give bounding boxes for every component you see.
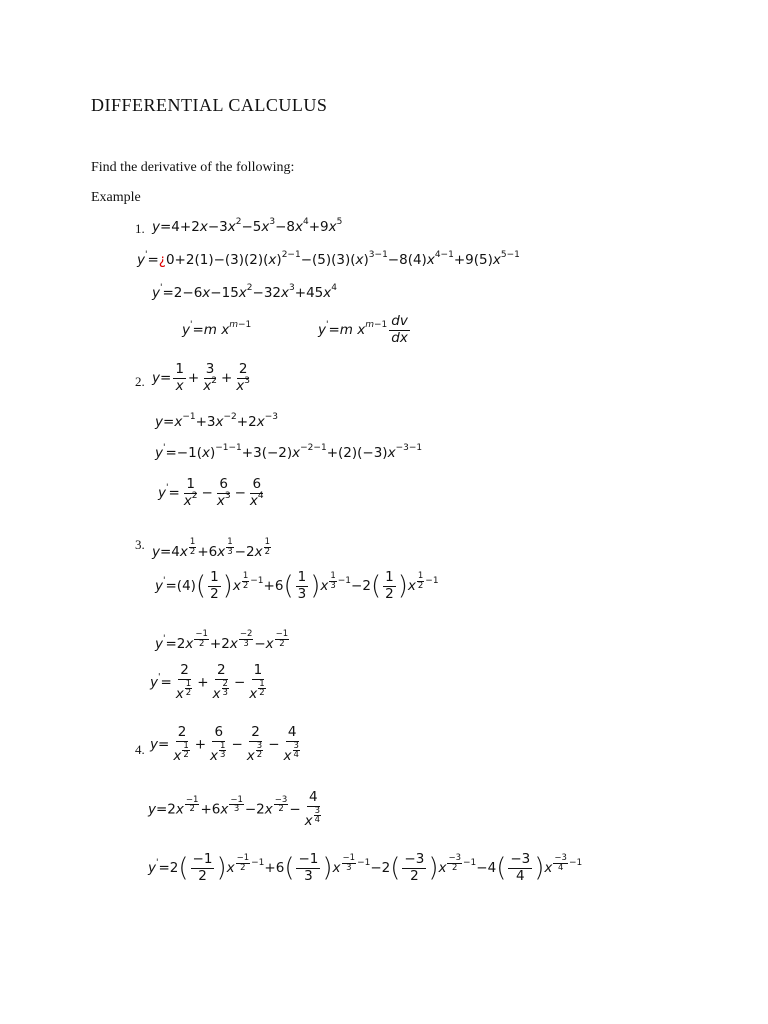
equation-1-given: $y=4+2x-3x^2-5x^3-8x^4+9x^5$ — [152, 217, 343, 235]
instruction-text: Find the derivative of the following: — [91, 160, 295, 175]
equation-1-step: $y'=¿0+2(1)-(3)(2)(x)^{2-1}-(5)(3)(x)^{3-1}-8(4)x^{4-1}+9(5)x^{5-1}$ — [137, 250, 520, 268]
equation-4-result: y'=2( $\frac{-1}{2}$ )x $\frac{-1}{2}$ $^{-1}$+6( $\frac{-1}{3}$ )x $\frac{-1}{3}$ $^{-1}$−2( $\frac{-3}{2}$ )x $\frac{-3}{2}$ $^{-1}$−4( $\frac{-3}{4}$ )x $\frac{-3}{4}$ $^{-1}$ — [148, 851, 583, 884]
equation-4-step-1: y=2x $\frac{-1}{2}$ +6x $\frac{-1}{3}$ −2x $\frac{-3}{2}$ − 4 x $\frac{3}{4}$ — [148, 789, 321, 829]
equation-3-step-1: y'=(4)( $\frac{1}{2}$ )x $\frac{1}{2}$ $^{-1}$+6( $\frac{1}{3}$ )x $\frac{1}{3}$ $^{-1}$−2( $\frac{1}{2}$ )x $\frac{1}{2}$ $^{-1}$ — [155, 569, 439, 602]
chain-rule: y'=m $x^{m-1}$ $\frac{dv}{dx}$ — [318, 313, 408, 346]
item-number-4: 4. — [135, 742, 145, 757]
red-question-mark: ¿ — [158, 252, 166, 268]
item-number-2: 2. — [135, 374, 145, 389]
example-label: Example — [91, 190, 141, 205]
equation-3-given: y=4x $\frac{1}{2}$ +6x $\frac{1}{3}$ −2x $\frac{1}{2}$ — [152, 537, 270, 560]
page-title: DIFFERENTIAL CALCULUS — [91, 95, 328, 115]
equation-3-step-2: y'=2x $\frac{-1}{2}$ +2x $\frac{-2}{3}$ −x $\frac{-1}{2}$ — [155, 629, 289, 652]
equation-2-result: y'= $\frac{1}{x^2}$ − $\frac{6}{x^3}$ − $\frac{6}{x^4}$ — [158, 476, 264, 509]
equation-2-given: y= $\frac{1}{x}$ + $\frac{3}{x^2}$ + $\frac{2}{x^3}$ — [152, 361, 250, 394]
equation-1-result: $y'=2-6x-15x^2-32x^3+45x^4$ — [152, 283, 337, 301]
equation-2-step-2: $y'=-1(x)^{-1-1}+3(-2)x^{-2-1}+(2)(-3)x^{-3-1}$ — [155, 443, 423, 461]
item-number-3: 3. — [135, 537, 145, 552]
power-rule: y'=m $x^{m-1}$ — [182, 320, 252, 338]
equation-4-given: y= 2 x $\frac{1}{2}$ + 6 x $\frac{1}{3}$ − 2 x $\frac{3}{2}$ − 4 x $\frac{3}{4}$ — [150, 724, 299, 764]
equation-2-step-1: $y=x^{-1}+3x^{-2}+2x^{-3}$ — [155, 412, 278, 430]
equation-3-result: y'= 2 x $\frac{1}{2}$ + 2 x $\frac{2}{3}$ − 1 x $\frac{1}{2}$ — [150, 662, 265, 702]
item-number-1: 1. — [135, 221, 145, 236]
